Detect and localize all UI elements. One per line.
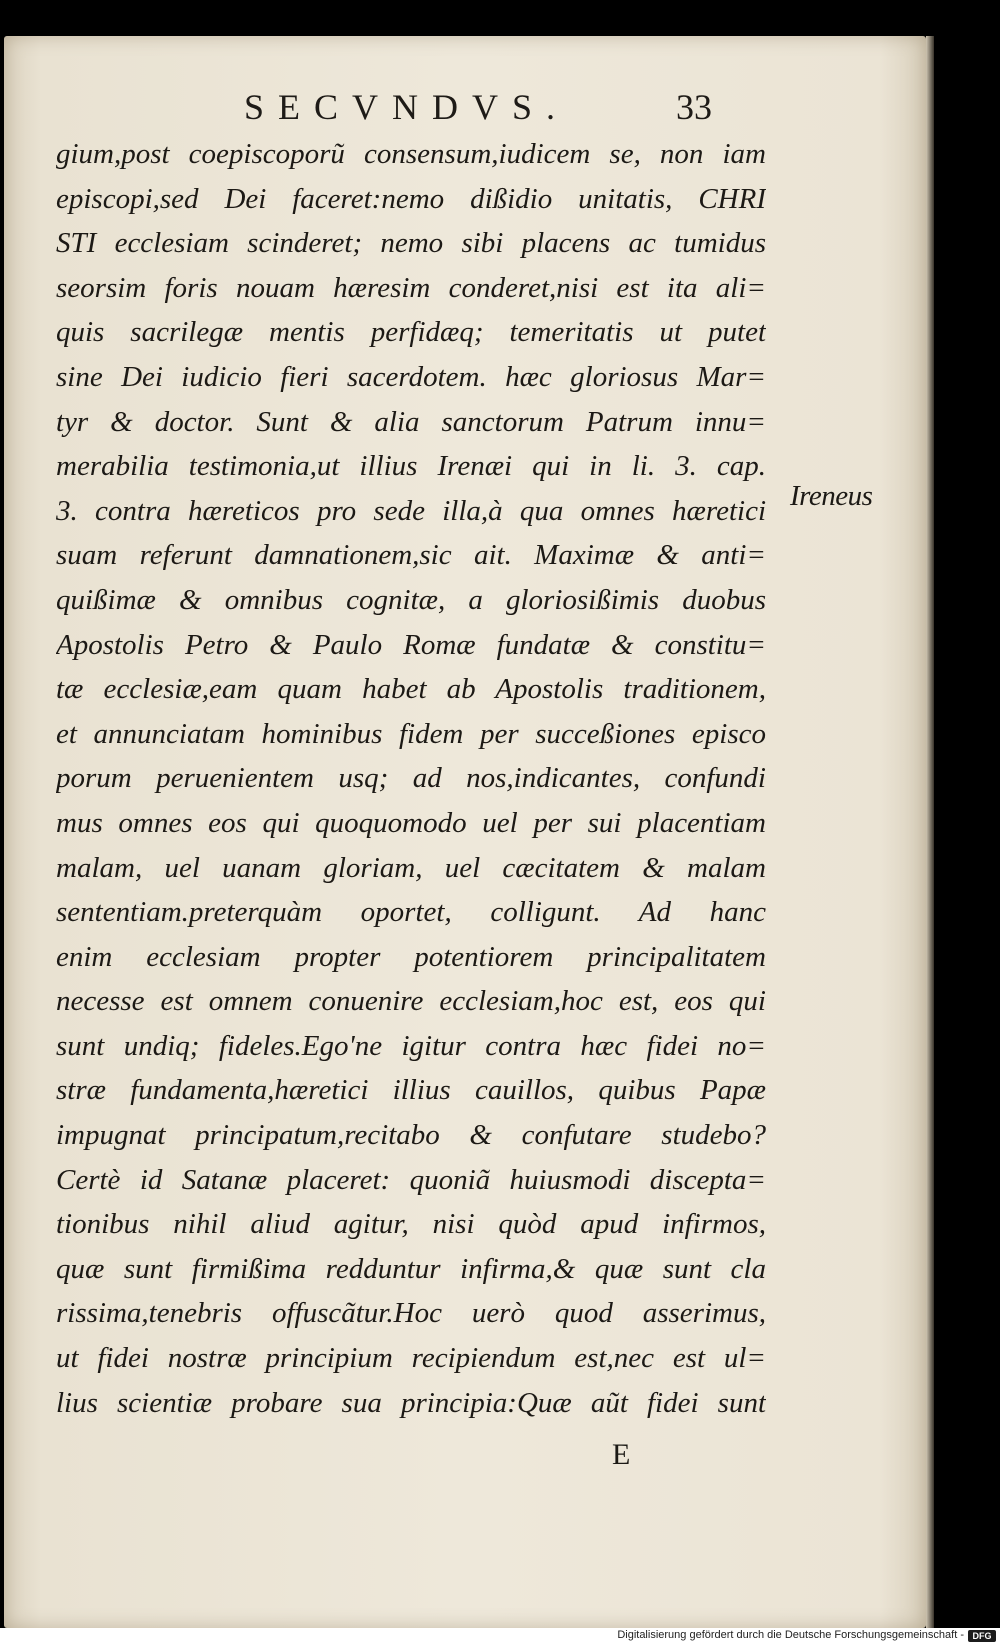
text-line: seorsim foris nouam hæresim conderet,nisi est ita ali= <box>56 271 766 304</box>
text-line: necesse est omnem conuenire ecclesiam,hoc est, eos qui <box>56 985 766 1018</box>
text-line: sententiam.preterquàm oportet, colligunt. Ad hanc <box>56 896 766 929</box>
text-line: episcopi,sed Dei faceret:nemo dißidio unitatis, CHRI <box>56 182 766 215</box>
marginal-note: Ireneus <box>790 480 873 512</box>
text-line: et annunciatam hominibus fidem per succeßiones episco <box>56 717 766 750</box>
text-line: ut fidei nostræ principium recipiendum est,nec est ul= <box>56 1342 766 1375</box>
page-number: 33 <box>676 87 712 127</box>
text-line: rissima,tenebris offuscãtur.Hoc uerò quod asserimus, <box>56 1297 766 1330</box>
text-line: enim ecclesiam propter potentiorem principalitatem <box>56 940 766 973</box>
page-edge-shadow <box>926 36 934 1628</box>
text-line: tyr & doctor. Sunt & alia sanctorum Patrum innu= <box>56 405 766 438</box>
text-line: Certè id Satanæ placeret: quoniã huiusmodi discepta= <box>56 1163 766 1196</box>
text-line: quis sacrilegæ mentis perfidæq; temeritatis ut putet <box>56 316 766 349</box>
text-line: lius scientiæ probare sua principia:Quæ aũt fidei sunt <box>56 1386 766 1419</box>
body-text <box>56 132 766 1425</box>
digitization-footer <box>0 1628 1000 1645</box>
text-line: quæ sunt firmißima redduntur infirma,& quæ sunt cla <box>56 1252 766 1285</box>
text-line: tionibus nihil aliud agitur, nisi quòd apud infirmos, <box>56 1208 766 1241</box>
text-line: merabilia testimonia,ut illius Irenæi qui in li. 3. cap. <box>56 450 766 483</box>
text-line: tæ ecclesiæ,eam quam habet ab Apostolis traditionem, <box>56 673 766 706</box>
text-line: Apostolis Petro & Paulo Romæ fundatæ & constitu= <box>56 628 766 661</box>
signature-mark: E <box>612 1438 631 1471</box>
text-line: STI ecclesiam scinderet; nemo sibi placens ac tumidus <box>56 227 766 260</box>
text-line: impugnat principatum,recitabo & confutare studebo? <box>56 1119 766 1152</box>
text-line: quißimæ & omnibus cognitæ, a gloriosißimis duobus <box>56 583 766 616</box>
book-page <box>4 36 926 1628</box>
text-line: sine Dei iudicio fieri sacerdotem. hæc gloriosus Mar= <box>56 360 766 393</box>
text-line: mus omnes eos qui quoquomodo uel per sui placentiam <box>56 806 766 839</box>
text-line: stræ fundamenta,hæretici illius cauillos, quibus Papæ <box>56 1074 766 1107</box>
text-line: sunt undiq; fideles.Ego'ne igitur contra hæc fidei no= <box>56 1029 766 1062</box>
text-line: 3. contra hæreticos pro sede illa,à qua omnes hæretici <box>56 494 766 527</box>
text-line: gium,post coepiscoporũ consensum,iudicem se, non iam <box>56 138 766 170</box>
text-line: porum peruenientem usq; ad nos,indicantes, confundi <box>56 762 766 795</box>
text-line: malam, uel uanam gloriam, uel cæcitatem & malam <box>56 851 766 884</box>
running-head: SECVNDVS. <box>244 87 570 127</box>
text-line: suam referunt damnationem,sic ait. Maximæ & anti= <box>56 539 766 572</box>
dfg-logo-icon: DFG <box>968 1630 996 1642</box>
footer-credit: Digitalisierung gefördert durch die Deutsche Forschungsgemeinschaft - <box>617 1629 964 1641</box>
